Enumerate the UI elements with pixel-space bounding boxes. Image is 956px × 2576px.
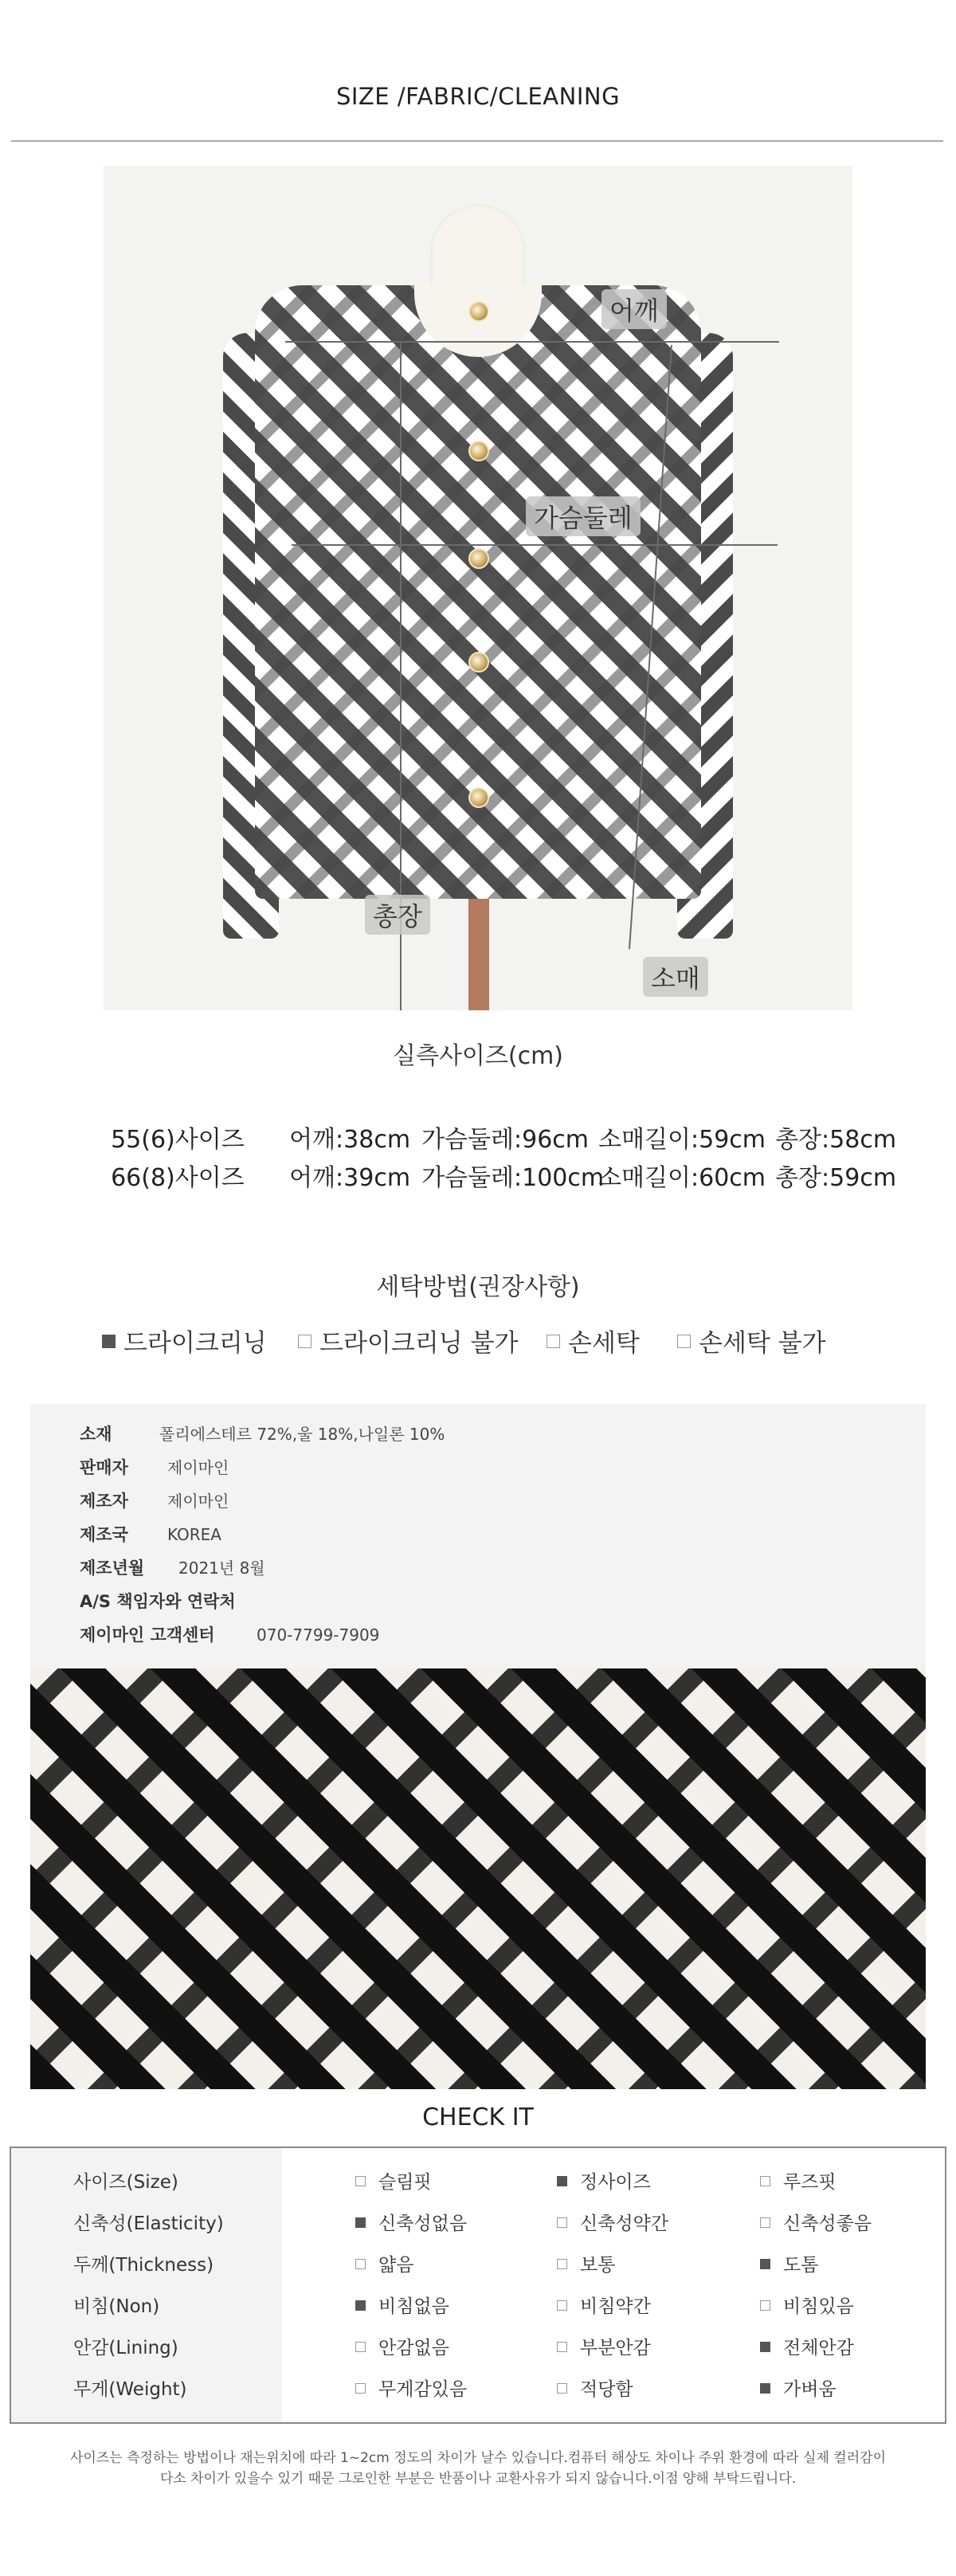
check-row <box>11 2159 945 2201</box>
checked-box-icon <box>102 1335 116 1348</box>
check-option: 안감없음 <box>355 2333 449 2359</box>
check-row-name: 사이즈(Size) <box>73 2172 178 2193</box>
check-row-name: 안감(Lining) <box>73 2338 178 2358</box>
checked-box-icon <box>355 2217 366 2228</box>
check-row-name: 비침(Non) <box>73 2296 160 2317</box>
check-row <box>11 2201 945 2242</box>
jacket-button <box>468 548 489 569</box>
jacket-button <box>468 787 489 808</box>
unchecked-box-icon <box>557 2342 567 2352</box>
check-option: 가벼움 <box>760 2374 836 2401</box>
measure-title: 실측사이즈(cm) <box>392 1042 564 1070</box>
mannequin-stand <box>468 883 489 1010</box>
unchecked-box-icon <box>547 1335 560 1348</box>
check-row-name: 무게(Weight) <box>73 2379 187 2400</box>
unchecked-box-icon <box>557 2259 567 2269</box>
unchecked-box-icon <box>355 2383 366 2394</box>
check-row <box>11 2366 945 2408</box>
size-sleeve: 소매길이:60cm <box>598 1164 766 1192</box>
check-title: CHECK IT <box>422 2104 534 2131</box>
length-label: 총장 <box>365 895 430 935</box>
size-row <box>96 1130 896 1193</box>
check-option: 슬림핏 <box>355 2167 432 2194</box>
info-seller: 판매자 제이마인 <box>80 1458 229 1477</box>
check-option: 정사이즈 <box>557 2167 651 2194</box>
checked-box-icon <box>760 2383 770 2394</box>
care-option: 손세탁 불가 <box>677 1323 826 1359</box>
check-option: 비침있음 <box>760 2292 854 2318</box>
check-row-name: 두께(Thickness) <box>73 2255 214 2276</box>
unchecked-box-icon <box>355 2176 366 2186</box>
chest-label: 가슴둘레 <box>526 496 641 536</box>
chest-measure-line <box>292 544 778 546</box>
disclaimer-line: 다소 차이가 있을수 있기 때문 그로인한 부분은 반품이나 교환사유가 되지 않습니다.이점 양해 부탁드립니다. <box>159 2471 797 2487</box>
check-option: 전체안감 <box>760 2333 854 2359</box>
size-shoulder: 어깨:39cm <box>289 1164 411 1192</box>
shoulder-measure-line <box>285 341 779 343</box>
check-row-name: 신축성(Elasticity) <box>73 2213 224 2234</box>
unchecked-box-icon <box>760 2300 770 2311</box>
check-option: 비침약간 <box>557 2292 651 2318</box>
info-maker: 제조자 제이마인 <box>80 1492 229 1511</box>
info-as: A/S 책임자와 연락처 <box>80 1592 236 1611</box>
size-name: 66(8)사이즈 <box>111 1164 245 1192</box>
check-option: 신축성약간 <box>557 2209 668 2235</box>
jacket-button <box>468 301 489 322</box>
check-option: 신축성좋음 <box>760 2209 872 2235</box>
size-chest: 가슴둘레:96cm <box>421 1126 589 1154</box>
check-option: 부분안감 <box>557 2333 651 2359</box>
unchecked-box-icon <box>760 2217 770 2228</box>
check-option: 무게감있음 <box>355 2374 467 2401</box>
sleeve-label: 소매 <box>643 957 708 997</box>
check-row <box>11 2242 945 2284</box>
unchecked-box-icon <box>557 2383 567 2394</box>
checked-box-icon <box>760 2342 770 2352</box>
header-divider <box>11 140 943 142</box>
check-option: 도톰 <box>760 2250 818 2276</box>
jacket-button <box>468 441 489 461</box>
size-chest: 가슴둘레:100cm <box>421 1164 605 1192</box>
unchecked-box-icon <box>557 2300 567 2311</box>
check-option: 보통 <box>557 2250 615 2276</box>
info-material: 소재 폴리에스테르 72%,울 18%,나일론 10% <box>80 1425 445 1444</box>
check-option: 비침없음 <box>355 2292 449 2318</box>
product-photo <box>104 166 852 1010</box>
unchecked-box-icon <box>298 1335 311 1348</box>
shoulder-label: 어깨 <box>601 289 667 329</box>
unchecked-box-icon <box>760 2176 770 2186</box>
care-option: 손세탁 <box>547 1323 640 1359</box>
product-info-panel <box>30 1404 926 1668</box>
size-length: 총장:59cm <box>775 1164 897 1192</box>
checked-box-icon <box>355 2300 366 2311</box>
unchecked-box-icon <box>677 1335 691 1348</box>
care-title: 세탁방법(권장사항) <box>376 1273 580 1301</box>
check-option: 얇음 <box>355 2250 413 2276</box>
check-option: 적당함 <box>557 2374 633 2401</box>
size-sleeve: 소매길이:59cm <box>598 1126 766 1154</box>
size-shoulder: 어깨:38cm <box>289 1126 411 1154</box>
care-option: 드라이크리닝 불가 <box>298 1323 518 1359</box>
check-row <box>11 2284 945 2325</box>
jacket-button <box>468 652 489 672</box>
info-center: 제이마인 고객센터 070-7799-7909 <box>80 1625 380 1645</box>
disclaimer-note <box>0 2448 956 2489</box>
fabric-closeup-photo <box>30 1668 926 2089</box>
unchecked-box-icon <box>355 2342 366 2352</box>
disclaimer-line: 사이즈는 측정하는 방법이나 재는위치에 따라 1~2cm 정도의 차이가 날수 있습니다.컴퓨터 해상도 차이나 주위 환경에 따라 실제 컬러감이 <box>69 2450 886 2466</box>
care-option: 드라이크리닝 <box>102 1323 267 1359</box>
check-table <box>10 2147 946 2424</box>
page-title: SIZE /FABRIC/CLEANING <box>335 83 621 110</box>
checked-box-icon <box>557 2176 567 2186</box>
checked-box-icon <box>760 2259 770 2269</box>
size-length: 총장:58cm <box>775 1126 897 1154</box>
info-country: 제조국 KOREA <box>80 1525 221 1544</box>
check-option: 루즈핏 <box>760 2167 836 2194</box>
unchecked-box-icon <box>355 2259 366 2269</box>
info-date: 제조년월 2021년 8월 <box>80 1559 265 1578</box>
unchecked-box-icon <box>557 2217 567 2228</box>
check-row <box>11 2325 945 2366</box>
check-option: 신축성없음 <box>355 2209 467 2235</box>
size-name: 55(6)사이즈 <box>111 1126 245 1154</box>
